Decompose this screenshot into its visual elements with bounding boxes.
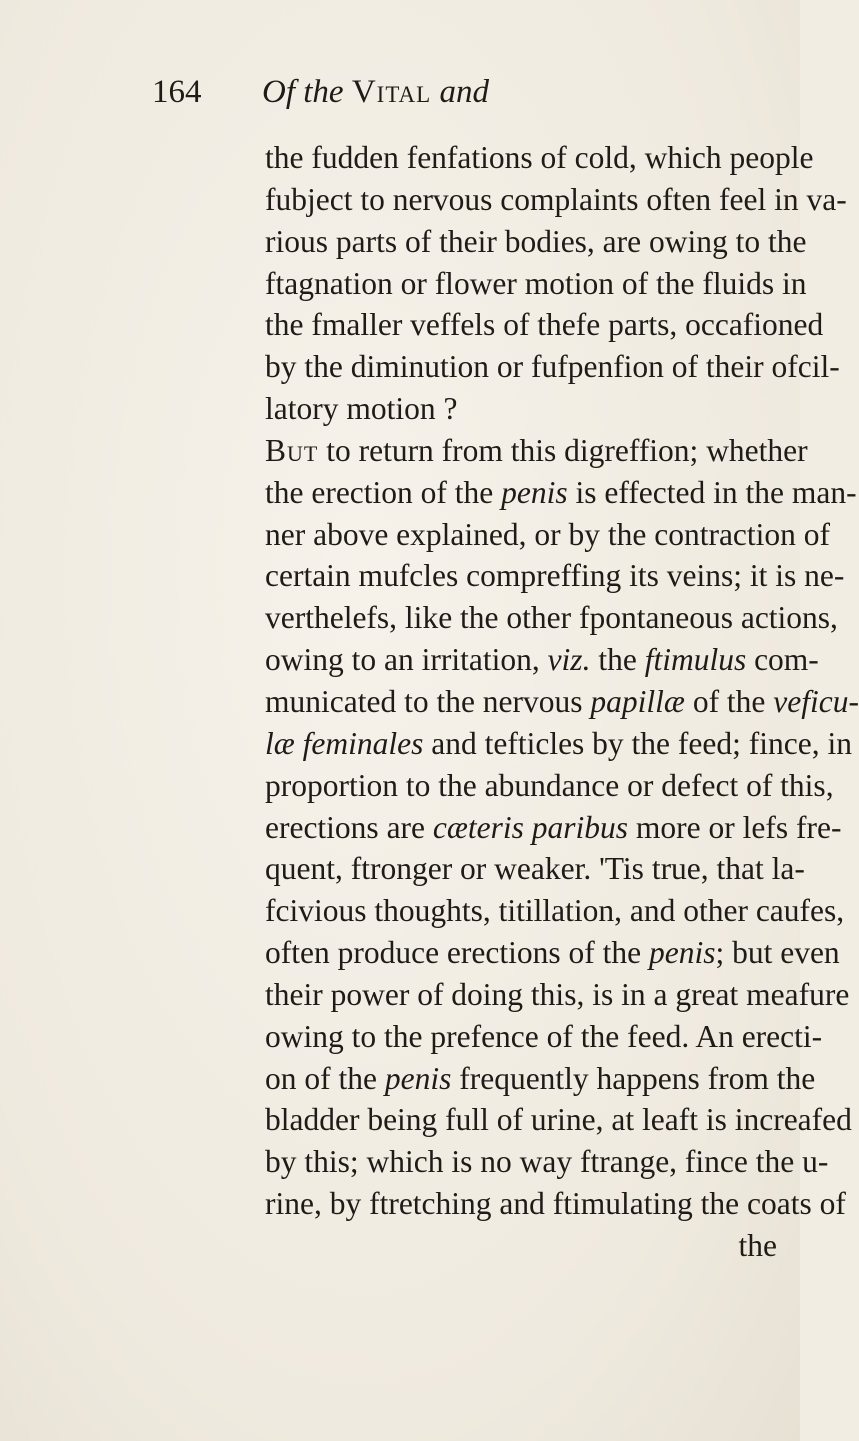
text-segment: owing to an irritation,: [265, 642, 548, 678]
text-line: [265, 1058, 816, 1100]
text-segment: to return from this digreffion; whether: [318, 432, 808, 468]
text-line: [265, 514, 831, 556]
running-head-part: and: [439, 74, 489, 110]
text-line: [265, 304, 824, 346]
text-segment: the: [590, 642, 645, 678]
text-segment: the fmaller veffels of thefe parts, occafioned: [265, 307, 824, 343]
text-segment: is effected in the man-: [567, 474, 857, 510]
text-segment: læ feminales: [265, 725, 424, 761]
text-segment: ftagnation or flower motion of the fluids in: [265, 265, 807, 301]
text-segment: penis: [501, 474, 568, 510]
text-line: [265, 974, 850, 1016]
text-line: [265, 137, 814, 179]
text-line: [265, 472, 857, 514]
text-segment: frequently happens from the: [451, 1060, 816, 1096]
text-segment: But: [265, 432, 319, 468]
body-text: [265, 137, 859, 1267]
text-segment: the erection of the: [265, 474, 502, 510]
text-line: [265, 430, 808, 472]
text-segment: bladder being full of urine, at leaft is increafed: [265, 1102, 852, 1138]
text-line: [265, 765, 834, 807]
text-segment: rious parts of their bodies, are owing to the: [265, 223, 807, 259]
text-line: [265, 807, 842, 849]
text-line: [265, 346, 840, 388]
text-segment: ftimulus: [644, 642, 747, 678]
text-segment: municated to the nervous: [265, 683, 591, 719]
running-head-part: Vital: [351, 74, 432, 110]
text-line: [265, 890, 845, 932]
text-line: [265, 1141, 829, 1183]
text-segment: latory motion ?: [265, 391, 458, 427]
text-segment: and tefticles by the feed; fince, in: [423, 725, 852, 761]
text-line: [265, 1183, 846, 1225]
text-line: [265, 681, 859, 723]
text-segment: ner above explained, or by the contraction of: [265, 516, 831, 552]
text-segment: more or lefs fre-: [628, 809, 842, 845]
text-segment: fcivious thoughts, titillation, and other caufes,: [265, 893, 845, 929]
text-line: [265, 1225, 777, 1267]
text-segment: com-: [746, 642, 819, 678]
text-line: [265, 263, 807, 305]
text-segment: certain mufcles compreffing its veins; it is ne-: [265, 558, 845, 594]
text-segment: by this; which is no way ftrange, fince the u-: [265, 1144, 829, 1180]
text-segment: the: [738, 1227, 777, 1263]
text-segment: cæteris paribus: [432, 809, 629, 845]
text-segment: their power of doing this, is in a great meafure: [265, 976, 850, 1012]
text-segment: erections are: [265, 809, 433, 845]
text-line: [265, 932, 840, 974]
text-segment: on of the: [265, 1060, 385, 1096]
running-head: [262, 70, 489, 114]
text-segment: the fudden fenfations of cold, which people: [265, 140, 814, 175]
running-head-part: Of the: [262, 74, 344, 110]
text-segment: by the diminution or fufpenfion of their ofcil-: [265, 349, 840, 385]
text-segment: quent, ftronger or weaker. 'Tis true, that la-: [265, 851, 805, 887]
text-segment: proportion to the abundance or defect of this,: [265, 767, 834, 803]
page-header: [152, 70, 712, 114]
text-segment: viz.: [547, 642, 591, 678]
text-line: [265, 555, 845, 597]
text-line: [265, 1099, 852, 1141]
text-line: [265, 179, 847, 221]
text-segment: penis: [648, 935, 716, 971]
text-line: [265, 221, 807, 263]
text-segment: fubject to nervous complaints often feel in va-: [265, 181, 847, 217]
text-segment: owing to the prefence of the feed. An erecti-: [265, 1018, 823, 1054]
text-segment: of the: [684, 683, 774, 719]
text-segment: verthelefs, like the other fpontaneous actions,: [265, 600, 838, 636]
text-segment: rine, by ftretching and ftimulating the coats of: [265, 1186, 846, 1222]
text-segment: often produce erections of the: [265, 935, 649, 971]
text-segment: papillæ: [590, 683, 685, 719]
text-line: [265, 639, 819, 681]
text-line: [265, 597, 838, 639]
text-segment: penis: [384, 1060, 452, 1096]
text-line: [265, 388, 777, 430]
text-line: [265, 1016, 823, 1058]
text-line: [265, 723, 852, 765]
text-segment: veficu-: [773, 683, 859, 719]
text-line: [265, 848, 805, 890]
page-number: 164: [152, 74, 202, 110]
text-segment: ; but even: [715, 935, 840, 971]
